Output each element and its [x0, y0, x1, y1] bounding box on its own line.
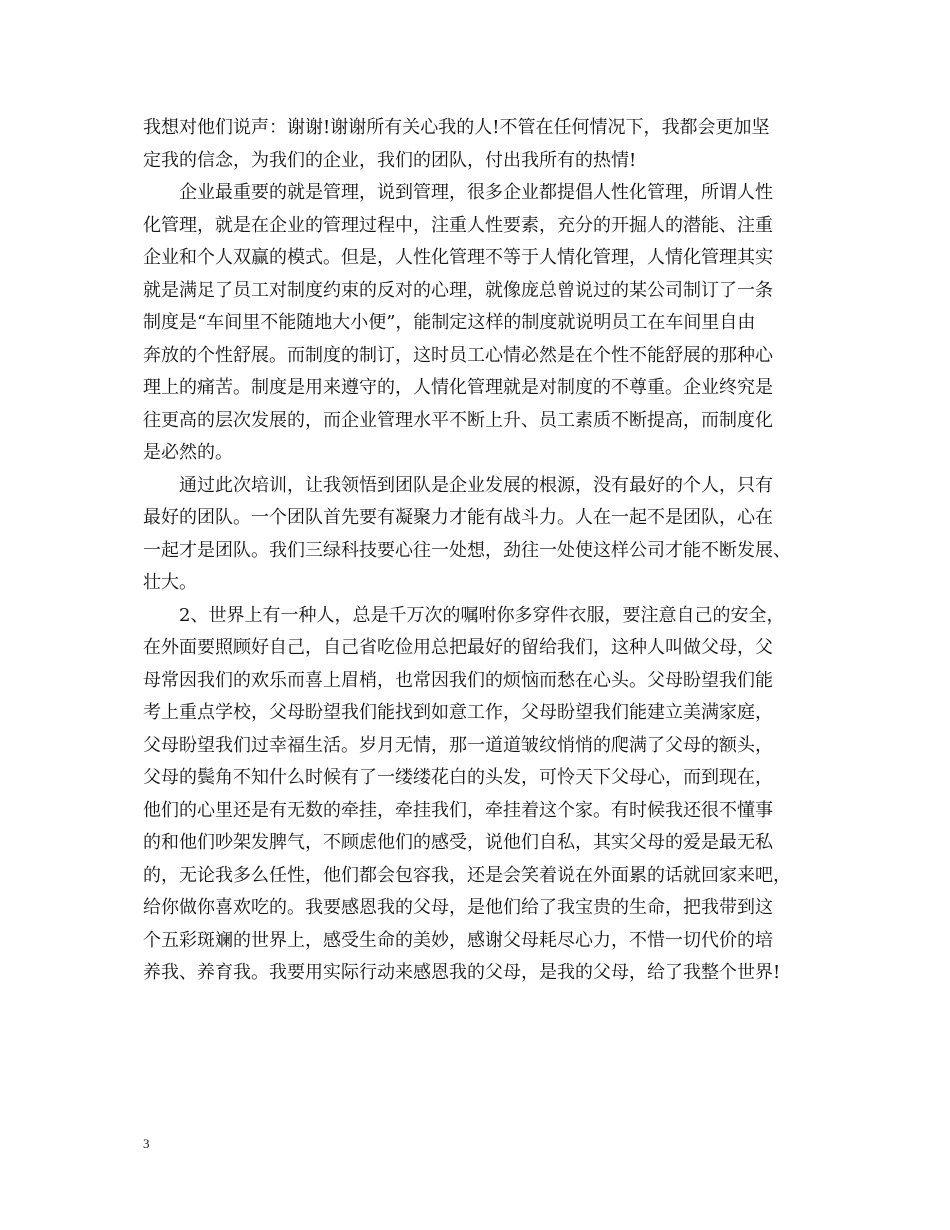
text-line: 是必然的。 [143, 442, 233, 463]
text-line: 最好的团队。一个团队首先要有凝聚力才能有战斗力。人在一起不是团队，心在 [143, 507, 773, 528]
text-line: 企业最重要的就是管理，说到管理，很多企业都提倡人性化管理，所谓人性 [179, 182, 773, 203]
text-line: 往更高的层次发展的，而企业管理水平不断上升、员工素质不断提高，而制度化 [143, 409, 773, 431]
text-line: 通过此次培训，让我领悟到团队是企业发展的根源，没有最好的个人，只有 [179, 474, 773, 496]
text-line: 个五彩斑斓的世界上，感受生命的美妙，感谢父母耗尽心力，不惜一切代价的培 [143, 929, 773, 951]
text-line: 就是满足了员工对制度约束的反对的心理，就像庞总曾说过的某公司制订了一条 [143, 279, 773, 301]
text-line: 他们的心里还是有无数的牵挂，牵挂我们，牵挂着这个家。有时候我还很不懂事 [143, 799, 773, 821]
text-line: 制度是“车间里不能随地大小便”，能制定这样的制度就说明员工在车间里自由 [143, 312, 756, 333]
text-line: 化管理，就是在企业的管理过程中，注重人性要素，充分的开掘人的潜能、注重 [143, 214, 773, 236]
text-line: 壮大。 [143, 572, 197, 593]
text-line: 父母的鬓角不知什么时候有了一缕缕花白的头发，可怜天下父母心，而到现在， [143, 767, 773, 788]
text-line: 定我的信念，为我们的企业，我们的团队，付出我所有的热情! [143, 149, 637, 171]
text-line: 2、世界上有一种人，总是千万次的嘱咐你多穿件衣服，要注意自己的安全， [179, 604, 785, 626]
text-line: 父母盼望我们过幸福生活。岁月无情，那一道道皱纹悄悄的爬满了父母的额头， [143, 734, 773, 756]
text-line: 我想对他们说声：谢谢!谢谢所有关心我的人!不管在任何情况下，我都会更加坚 [143, 117, 770, 138]
text-line: 母常因我们的欢乐而喜上眉梢，也常因我们的烦恼而愁在心头。父母盼望我们能 [143, 669, 773, 691]
text-line: 奔放的个性舒展。而制度的制订，这时员工心情必然是在个性不能舒展的那种心 [143, 344, 773, 366]
text-line: 养我、养育我。我要用实际行动来感恩我的父母，是我的父母，给了我整个世界! [143, 962, 781, 983]
text-line: 的和他们吵架发脾气，不顾虑他们的感受，说他们自私，其实父母的爱是最无私 [143, 832, 773, 853]
text-line: 在外面要照顾好自己，自己省吃俭用总把最好的留给我们，这种人叫做父母，父 [143, 637, 773, 658]
page-number: 3 [143, 1136, 150, 1151]
document-body [143, 112, 823, 990]
text-line: 一起才是团队。我们三绿科技要心往一处想，劲往一处使这样公司才能不断发展、 [143, 539, 791, 561]
text-line: 理上的痛苦。制度是用来遵守的，人情化管理就是对制度的不尊重。企业终究是 [143, 377, 773, 398]
text-line: 考上重点学校，父母盼望我们能找到如意工作，父母盼望我们能建立美满家庭， [143, 702, 773, 723]
text-line: 给你做你喜欢吃的。我要感恩我的父母，是他们给了我宝贵的生命，把我带到这 [143, 897, 773, 918]
text-line: 企业和个人双赢的模式。但是，人性化管理不等于人情化管理，人情化管理其实 [143, 247, 773, 268]
text-line: 的，无论我多么任性，他们都会包容我，还是会笑着说在外面累的话就回家来吧， [143, 864, 791, 886]
